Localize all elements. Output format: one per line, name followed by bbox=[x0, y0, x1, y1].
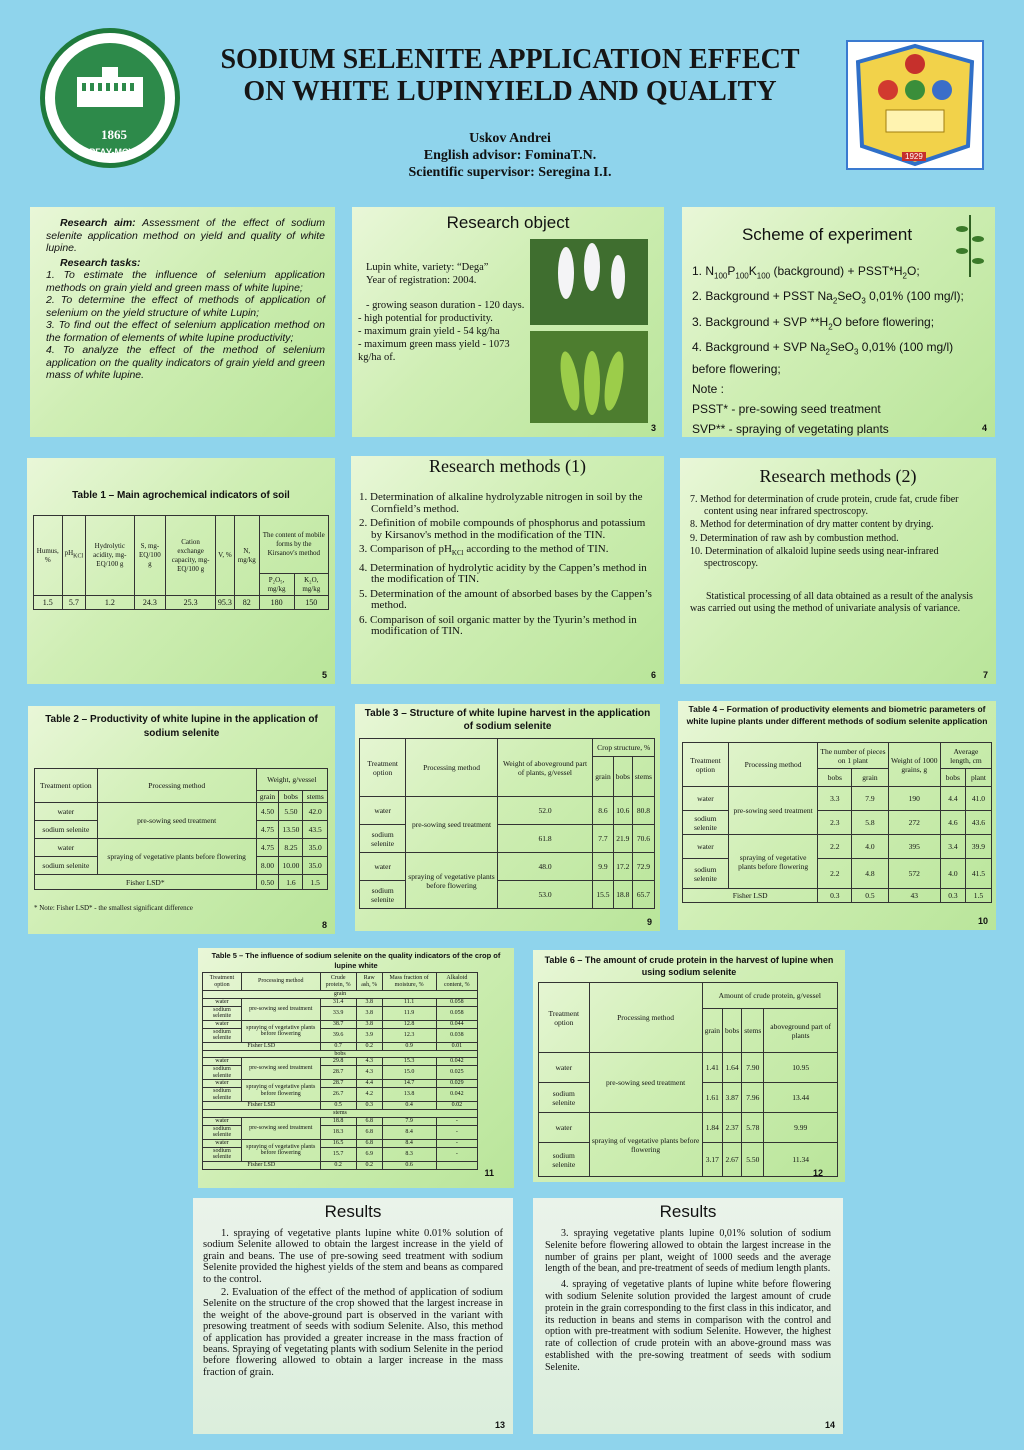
research-object-title: Research object bbox=[446, 213, 570, 232]
panel-number: 4 bbox=[981, 423, 987, 433]
scheme-note-2: SVP** - spraying of vegetating plants bbox=[692, 421, 889, 436]
crude-protein-table: Treatment option Processing method Amount of crude protein, g/vessel grain bobs stems aboveground part of plants water pre-sowing seed treatment 1.41 1.64 7.90 10.95 sodium selenite 1.61 3.87 7.96 13.44 water spraying of vegetative plants before flowering 1.84 2.37 5.78 9.99 sodium selenite 3.17 2.67 5.50 11.34 bbox=[538, 982, 838, 1177]
task-4: 4. To analyze the effect of the method of selenium application on the quality indicators of grain yield and green mass of white lupine. bbox=[46, 344, 325, 381]
table1-panel bbox=[27, 458, 335, 684]
methods1-title: Research methods (1) bbox=[429, 456, 586, 476]
scheme-item-4: 4. Background + SVP $Na_2SeO_3$ 0,01% (100 mg/l) before flowering; bbox=[692, 340, 954, 376]
table6-panel bbox=[533, 950, 845, 1182]
methods2-list: 7. Method for determination of crude protein, crude fat, crude fiber content using near infrared spectroscopy. 8. Method for determination of dry matter content by drying. 9. Determination of raw ash by combustion method. 10. Determination of alkaloid lupine seeds using near-infrared spectroscopy. Statistical processing of all data obtained as a result of the analysis was carried out using the method of univariate analysis of variance. bbox=[690, 494, 973, 614]
table3-caption: Table 3 – Structure of white lupine harvest in the application of sodium selenite bbox=[364, 708, 651, 732]
scientific-supervisor: Scientific supervisor: Seregina I.I. bbox=[408, 165, 612, 180]
task-3: 3. To find out the effect of selenium application method on the formation of elements of white lupine productivity; bbox=[46, 319, 325, 344]
results2-panel bbox=[533, 1198, 843, 1434]
research-aim-panel bbox=[30, 207, 335, 437]
table1-caption: Table 1 – Main agrochemical indicators of soil bbox=[72, 490, 290, 501]
panel-number: 10 bbox=[977, 916, 988, 926]
poster-title: SODIUM SELENITE APPLICATION EFFECT ON WHITE LUPINYIELD AND QUALITY bbox=[220, 44, 800, 107]
panel-number: 14 bbox=[824, 1420, 835, 1430]
quality-indicators-table: Treatment option Processing method Crude protein, % Raw ash, % Mass fraction of moisture, % Alkaloid content, % grain water pre-sowing seed treatment 31.4 3.8 11.1 0.058 sodium selenite 33.9 3.8 11.9 0.058 water spraying of vegetative plants before flowering 38.7 3.8 12.8 0.044 sodium selenite 39.6 3.9 12.3 0.038 Fisher LSD 0.7 0.2 0.9 0.01 bobs water pre-sowing seed treatment 29.8 4.3 15.3 0.042 sodium selenite 28.7 4.3 15.0 0.025 water spraying of vegetative plants before flowering 28.7 4.4 14.7 0.029 sodium selenite 26.7 4.2 13.8 0.042 Fisher LSD 0.5 0.3 0.4 0.02 stems water pre-sowing seed treatment 18.8 6.8 7.9 - sodium selenite 18.3 6.8 8.4 - water spraying of vegetative plants before flowering 16.5 6.8 8.4 - sodium selenite 15.7 6.9 8.3 - Fisher LSD 0.2 0.2 0.6 bbox=[202, 972, 478, 1170]
aim-label: Research aim: bbox=[60, 217, 136, 229]
logo-text: РГАУ-МСХА bbox=[89, 147, 141, 157]
crest-icon bbox=[848, 42, 982, 168]
scheme-list bbox=[692, 263, 990, 437]
table2-footnote: * Note: Fisher LSD* - the smallest significant difference bbox=[34, 904, 193, 912]
logo-right-year: 1929 bbox=[902, 152, 926, 161]
table5-caption: Table 5 – The influence of sodium selenite on the quality indicators of the crop of lupine white bbox=[211, 951, 501, 970]
table4-panel bbox=[678, 701, 996, 930]
scheme-item-1: 1. $N_{100}P_{100}K_{100}$ (background) + $PSST*H_2O$; bbox=[692, 264, 920, 281]
tasks-label: Research tasks: bbox=[60, 256, 141, 269]
panel-number: 7 bbox=[982, 670, 988, 680]
soil-indicators-table: Humus, % $pH_{KCl}$ Hydrolytic acidity, mg-EQ/100 g S, mg-EQ/100 g Cation exchange capacity, mg-EQ/100 g V, % N, mg/kg The content of mobile forms by the Kirsanov's method P₂O₅, mg/kg K₂O, mg/kg 1.5 5.7 1.2 24.3 25.3 95.3 82 180 150 bbox=[33, 515, 329, 610]
methods1-list: 1. Determination of alkaline hydrolyzable nitrogen in soil by the Cornfield’s method. 2. Definition of mobile compounds of phosphorus and potassium by Kirsanov's method in the modification of the TIN. 3. Comparison of $pH_{KCl}$ according to the method of TIN. 4. Determination of hydrolytic acidity by the Cappen’s method in the modification of TIN. 5. Determination of the amount of absorbed bases by the Cappen’s method. 6. Comparison of soil organic matter by the Tyurin’s method in modification of TIN. bbox=[359, 491, 652, 638]
scheme-item-3: 3. Background + SVP $**H_2O$ before flowering; bbox=[692, 314, 935, 332]
task-2: 2. To determine the effect of methods of application of selenium on the yield structure of white Lupin; bbox=[46, 294, 325, 319]
panel-number: 13 bbox=[494, 1420, 505, 1430]
author-name: Uskov Andrei bbox=[469, 131, 551, 146]
results1-panel bbox=[193, 1198, 513, 1434]
panel-number: 3 bbox=[650, 423, 656, 433]
panel-number: 11 bbox=[484, 1168, 494, 1178]
results1-text: 1. spraying of vegetative plants lupine white 0.01% solution of sodium Selenite allowed to obtain the largest increase in the yield of grain and beans. The use of pre-sowing seed treatment with sodium Selenite provided the highest yields of the stem and beans as compared to the control. 2. Evaluation of the effect of the method of application of sodium Selenite on the structure of the crop showed that the largest increase in the weight of the above-ground part is observed in the variant with presowing treatment of seeds with sodium Selenite. Also, this method of application has provided a greater increase in the mass fraction of beans. Spraying of vegetating plants with sodium Selenite in the period before flowering allowed to obtain a larger increase in the mass fraction of grain. bbox=[203, 1228, 503, 1378]
table3-panel bbox=[355, 704, 660, 931]
task-1: 1. To estimate the influence of selenium application methods on grain yield and green mass of white lupine; bbox=[46, 269, 325, 294]
lupine-pods-photo bbox=[530, 331, 648, 423]
panel-number: 8 bbox=[321, 920, 327, 930]
english-advisor: English advisor: FominaT.N. bbox=[423, 148, 597, 163]
table5-panel bbox=[198, 948, 514, 1188]
research-object-text: Lupin white, variety: “Dega” Year of registration: 2004. - growing season duration - 120 days. - high potential for productivity. - maximum grain yield - 54 kg/ha - maximum green mass yield - 1073 kg/ha of. bbox=[358, 262, 525, 363]
scheme-item-2: 2. Background + PSST $Na_2SeO_3$ 0,01% (100 mg/l); bbox=[692, 289, 964, 306]
productivity-table: Treatment option Processing method Weight, g/vessel grain bobs stems water pre-sowing seed treatment 4.50 5.50 42.0 sodium selenite 4.75 13.50 43.5 water spraying of vegetative plants before flowering 4.75 8.25 35.0 sodium selenite 8.00 10.00 35.0 Fisher LSD* 0.50 1.6 1.5 bbox=[34, 768, 328, 890]
panel-number: 12 bbox=[812, 1168, 823, 1178]
methods1-panel bbox=[351, 456, 664, 684]
authors-block bbox=[300, 130, 720, 181]
aim-text: Assessment of the effect of sodium selenite application method on yield and quality of white lupine. bbox=[46, 217, 325, 254]
table6-caption: Table 6 – The amount of crude protein in the harvest of lupine when using sodium selenite bbox=[544, 955, 834, 977]
results2-title: Results bbox=[659, 1202, 717, 1221]
panel-number: 6 bbox=[650, 670, 656, 680]
logo-year: 1865 bbox=[101, 127, 127, 142]
experiment-scheme-panel bbox=[682, 207, 995, 437]
methods2-title: Research methods (2) bbox=[759, 466, 917, 486]
table2-panel bbox=[28, 706, 335, 934]
scheme-note-label: Note : bbox=[692, 381, 725, 396]
scheme-title: Scheme of experiment bbox=[741, 225, 913, 244]
scheme-note-1: PSST* - pre-sowing seed treatment bbox=[692, 401, 881, 416]
table4-caption: Table 4 – Formation of productivity elements and biometric parameters of white lupine plants under different methods of sodium selenite application bbox=[686, 704, 988, 726]
harvest-structure-table: Treatment option Processing method Weight of aboveground part of plants, g/vessel Crop structure, % grain bobs stems water pre-sowing seed treatment 52.0 8.6 10.6 80.8 sodium selenite 61.8 7.7 21.9 70.6 water spraying of vegetative plants before flowering 48.0 9.9 17.2 72.9 sodium selenite 53.0 15.5 18.8 65.7 bbox=[359, 738, 655, 909]
research-object-panel bbox=[352, 207, 664, 437]
panel-number: 9 bbox=[646, 917, 652, 927]
methods2-panel bbox=[680, 458, 996, 684]
results1-title: Results bbox=[324, 1202, 382, 1221]
panel-number: 5 bbox=[321, 670, 327, 680]
table2-caption: Table 2 – Productivity of white lupine in the application of sodium selenite bbox=[45, 714, 318, 739]
lupine-flower-photo bbox=[530, 239, 648, 325]
institute-logo-right bbox=[846, 40, 984, 170]
results2-text: 3. spraying vegetative plants lupine 0,01% solution of sodium Selenite before flowering allowed to obtain the largest increase in the number of grains per plant, weight of 1000 seeds and the average length of the bean, and pre-treatment of seeds of medium length plants. 4. spraying of vegetative plants of lupine white before flowering with sodium Selenite solution provided the largest amount of crude protein in the grain corresponding to the first class in this indicator, and its reduction in beans and stems in comparison with the control and option with pre-treatment with sodium Selenite. However, the highest rate of collection of crude protein with an above-ground mass was established with the pre-sowing treatment of seeds with sodium Selenite. bbox=[545, 1228, 831, 1373]
productivity-elements-table: Treatment option Processing method The number of pieces on 1 plant Weight of 1000 grains, g Average length, cm bobs grain bobs plant water pre-sowing seed treatment 3.3 7.9 190 4.4 41.0 sodium selenite 2.3 5.8 272 4.6 43.6 water spraying of vegetative plants before flowering 2.2 4.0 395 3.4 39.9 sodium selenite 2.2 4.8 572 4.0 41.5 Fisher LSD 0.3 0.5 43 0.3 1.5 bbox=[682, 742, 992, 903]
